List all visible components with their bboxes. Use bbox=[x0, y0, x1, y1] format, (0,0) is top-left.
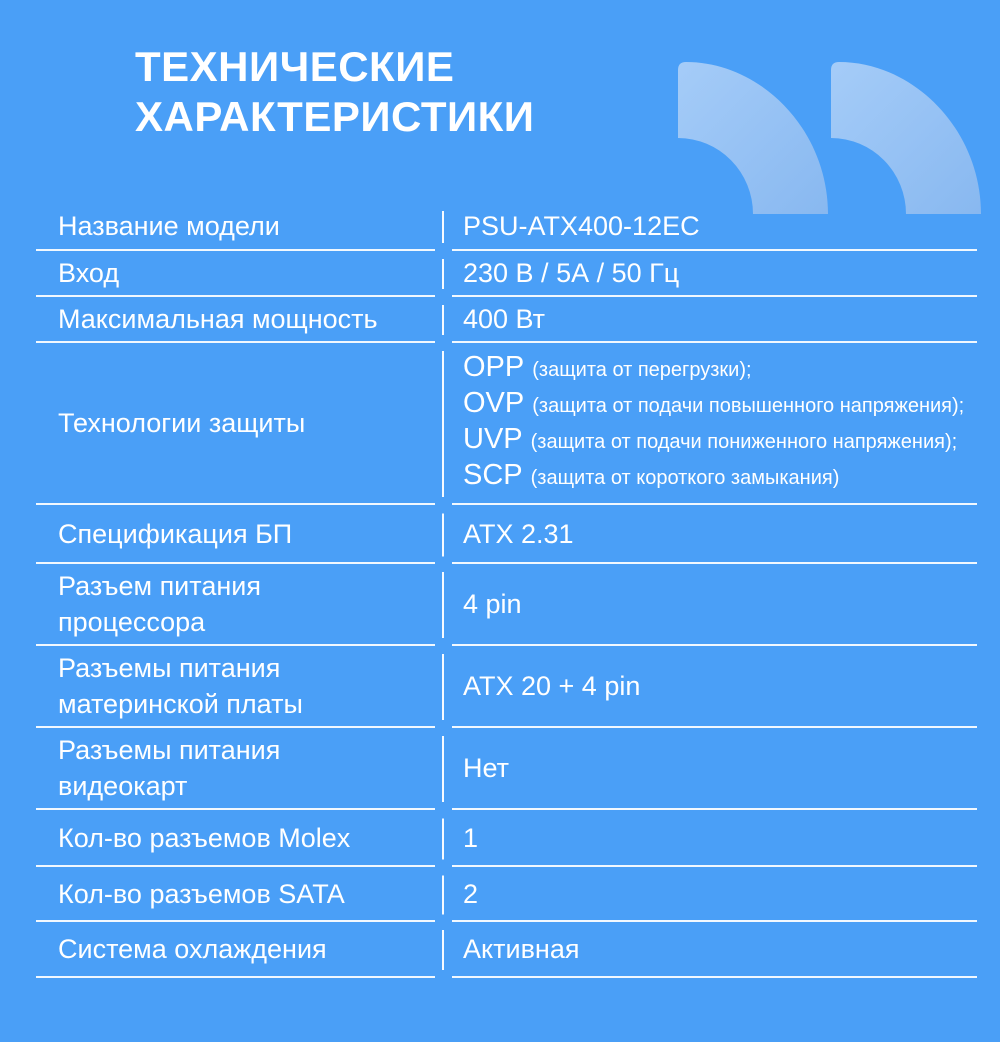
spec-value: 400 Вт bbox=[463, 304, 546, 334]
column-divider bbox=[442, 572, 444, 638]
spec-label-cell bbox=[36, 564, 435, 646]
protection-description: (защита от короткого замыкания) bbox=[530, 467, 840, 489]
column-gap bbox=[435, 728, 452, 810]
spec-label-cell bbox=[36, 297, 435, 343]
spec-label: Система охлаждения bbox=[58, 934, 327, 964]
protection-acronym: OPP bbox=[463, 351, 525, 383]
spec-value: Активная bbox=[463, 934, 580, 964]
spec-value-cell bbox=[452, 505, 977, 564]
protection-acronym: SCP bbox=[463, 459, 523, 491]
spec-row bbox=[36, 646, 977, 728]
protection-description: (защита от подачи пониженного напряжения); bbox=[530, 431, 958, 453]
column-divider bbox=[442, 736, 444, 802]
page-background bbox=[0, 42, 1000, 1042]
column-divider bbox=[442, 351, 444, 497]
spec-label: Вход bbox=[58, 258, 120, 288]
column-gap bbox=[435, 203, 452, 251]
quote-decoration bbox=[678, 62, 981, 214]
protection-acronym: OVP bbox=[463, 387, 525, 419]
spec-label: Технологии защиты bbox=[58, 408, 306, 438]
spec-value: 4 pin bbox=[463, 589, 522, 619]
column-divider bbox=[442, 211, 444, 243]
spec-value: ATX 20 + 4 pin bbox=[463, 671, 641, 701]
spec-row bbox=[36, 564, 977, 646]
spec-label: Разъемы питания материнской платы bbox=[58, 653, 303, 719]
spec-label-cell bbox=[36, 646, 435, 728]
spec-value-cell bbox=[452, 810, 977, 867]
protection-item bbox=[463, 387, 964, 423]
spec-value-cell bbox=[452, 297, 977, 343]
column-divider bbox=[442, 654, 444, 720]
spec-row bbox=[36, 343, 977, 505]
column-divider bbox=[442, 875, 444, 914]
column-divider bbox=[442, 513, 444, 556]
protection-acronym: UVP bbox=[463, 423, 523, 455]
page-title-line2: ХАРАКТЕРИСТИКИ bbox=[135, 93, 535, 140]
spec-label: Максимальная мощность bbox=[58, 304, 378, 334]
spec-value-cell bbox=[452, 646, 977, 728]
spec-label-cell bbox=[36, 251, 435, 297]
column-gap bbox=[435, 564, 452, 646]
spec-value-cell bbox=[452, 251, 977, 297]
column-gap bbox=[435, 251, 452, 297]
spec-row bbox=[36, 810, 977, 867]
column-gap bbox=[435, 297, 452, 343]
column-divider bbox=[442, 818, 444, 859]
protection-description: (защита от подачи повышенного напряжения); bbox=[532, 395, 965, 417]
column-divider bbox=[442, 930, 444, 970]
column-gap bbox=[435, 810, 452, 867]
column-gap bbox=[435, 922, 452, 978]
column-gap bbox=[435, 867, 452, 922]
spec-value: 230 В / 5А / 50 Гц bbox=[463, 258, 680, 288]
column-divider bbox=[442, 305, 444, 335]
spec-label: Разъем питания процессора bbox=[58, 571, 261, 637]
column-gap bbox=[435, 343, 452, 505]
spec-label-cell bbox=[36, 728, 435, 810]
quote-mark-icon bbox=[831, 62, 981, 214]
spec-label-cell bbox=[36, 343, 435, 505]
spec-value-cell bbox=[452, 922, 977, 978]
spec-value-cell bbox=[452, 867, 977, 922]
spec-value: 1 bbox=[463, 822, 479, 853]
spec-value: Нет bbox=[463, 753, 509, 783]
spec-value-cell bbox=[452, 343, 977, 505]
spec-row bbox=[36, 297, 977, 343]
spec-row bbox=[36, 728, 977, 810]
protection-item bbox=[463, 459, 839, 495]
column-gap bbox=[435, 505, 452, 564]
spec-label-cell bbox=[36, 922, 435, 978]
spec-label: Спецификация БП bbox=[58, 518, 293, 549]
protection-item bbox=[463, 351, 752, 387]
spec-label-cell bbox=[36, 203, 435, 251]
spec-row bbox=[36, 922, 977, 978]
spec-label: Название модели bbox=[58, 211, 280, 241]
spec-value: PSU-ATX400-12EC bbox=[463, 211, 700, 241]
quote-mark-icon bbox=[678, 62, 828, 214]
spec-row bbox=[36, 251, 977, 297]
page-title-line1: ТЕХНИЧЕСКИЕ bbox=[135, 43, 455, 90]
protection-item bbox=[463, 423, 957, 459]
column-gap bbox=[435, 646, 452, 728]
spec-label-cell bbox=[36, 867, 435, 922]
spec-value: 2 bbox=[463, 878, 479, 909]
protection-description: (защита от перегрузки); bbox=[532, 359, 752, 381]
spec-table bbox=[36, 203, 977, 978]
spec-label: Кол-во разъемов SATA bbox=[58, 878, 345, 909]
spec-label-cell bbox=[36, 810, 435, 867]
spec-value-cell bbox=[452, 728, 977, 810]
spec-value: ATX 2.31 bbox=[463, 518, 574, 549]
spec-value-cell bbox=[452, 564, 977, 646]
spec-label: Кол-во разъемов Molex bbox=[58, 822, 351, 853]
spec-label: Разъемы питания видеокарт bbox=[58, 735, 281, 801]
spec-row bbox=[36, 505, 977, 564]
spec-label-cell bbox=[36, 505, 435, 564]
spec-row bbox=[36, 867, 977, 922]
column-divider bbox=[442, 259, 444, 289]
